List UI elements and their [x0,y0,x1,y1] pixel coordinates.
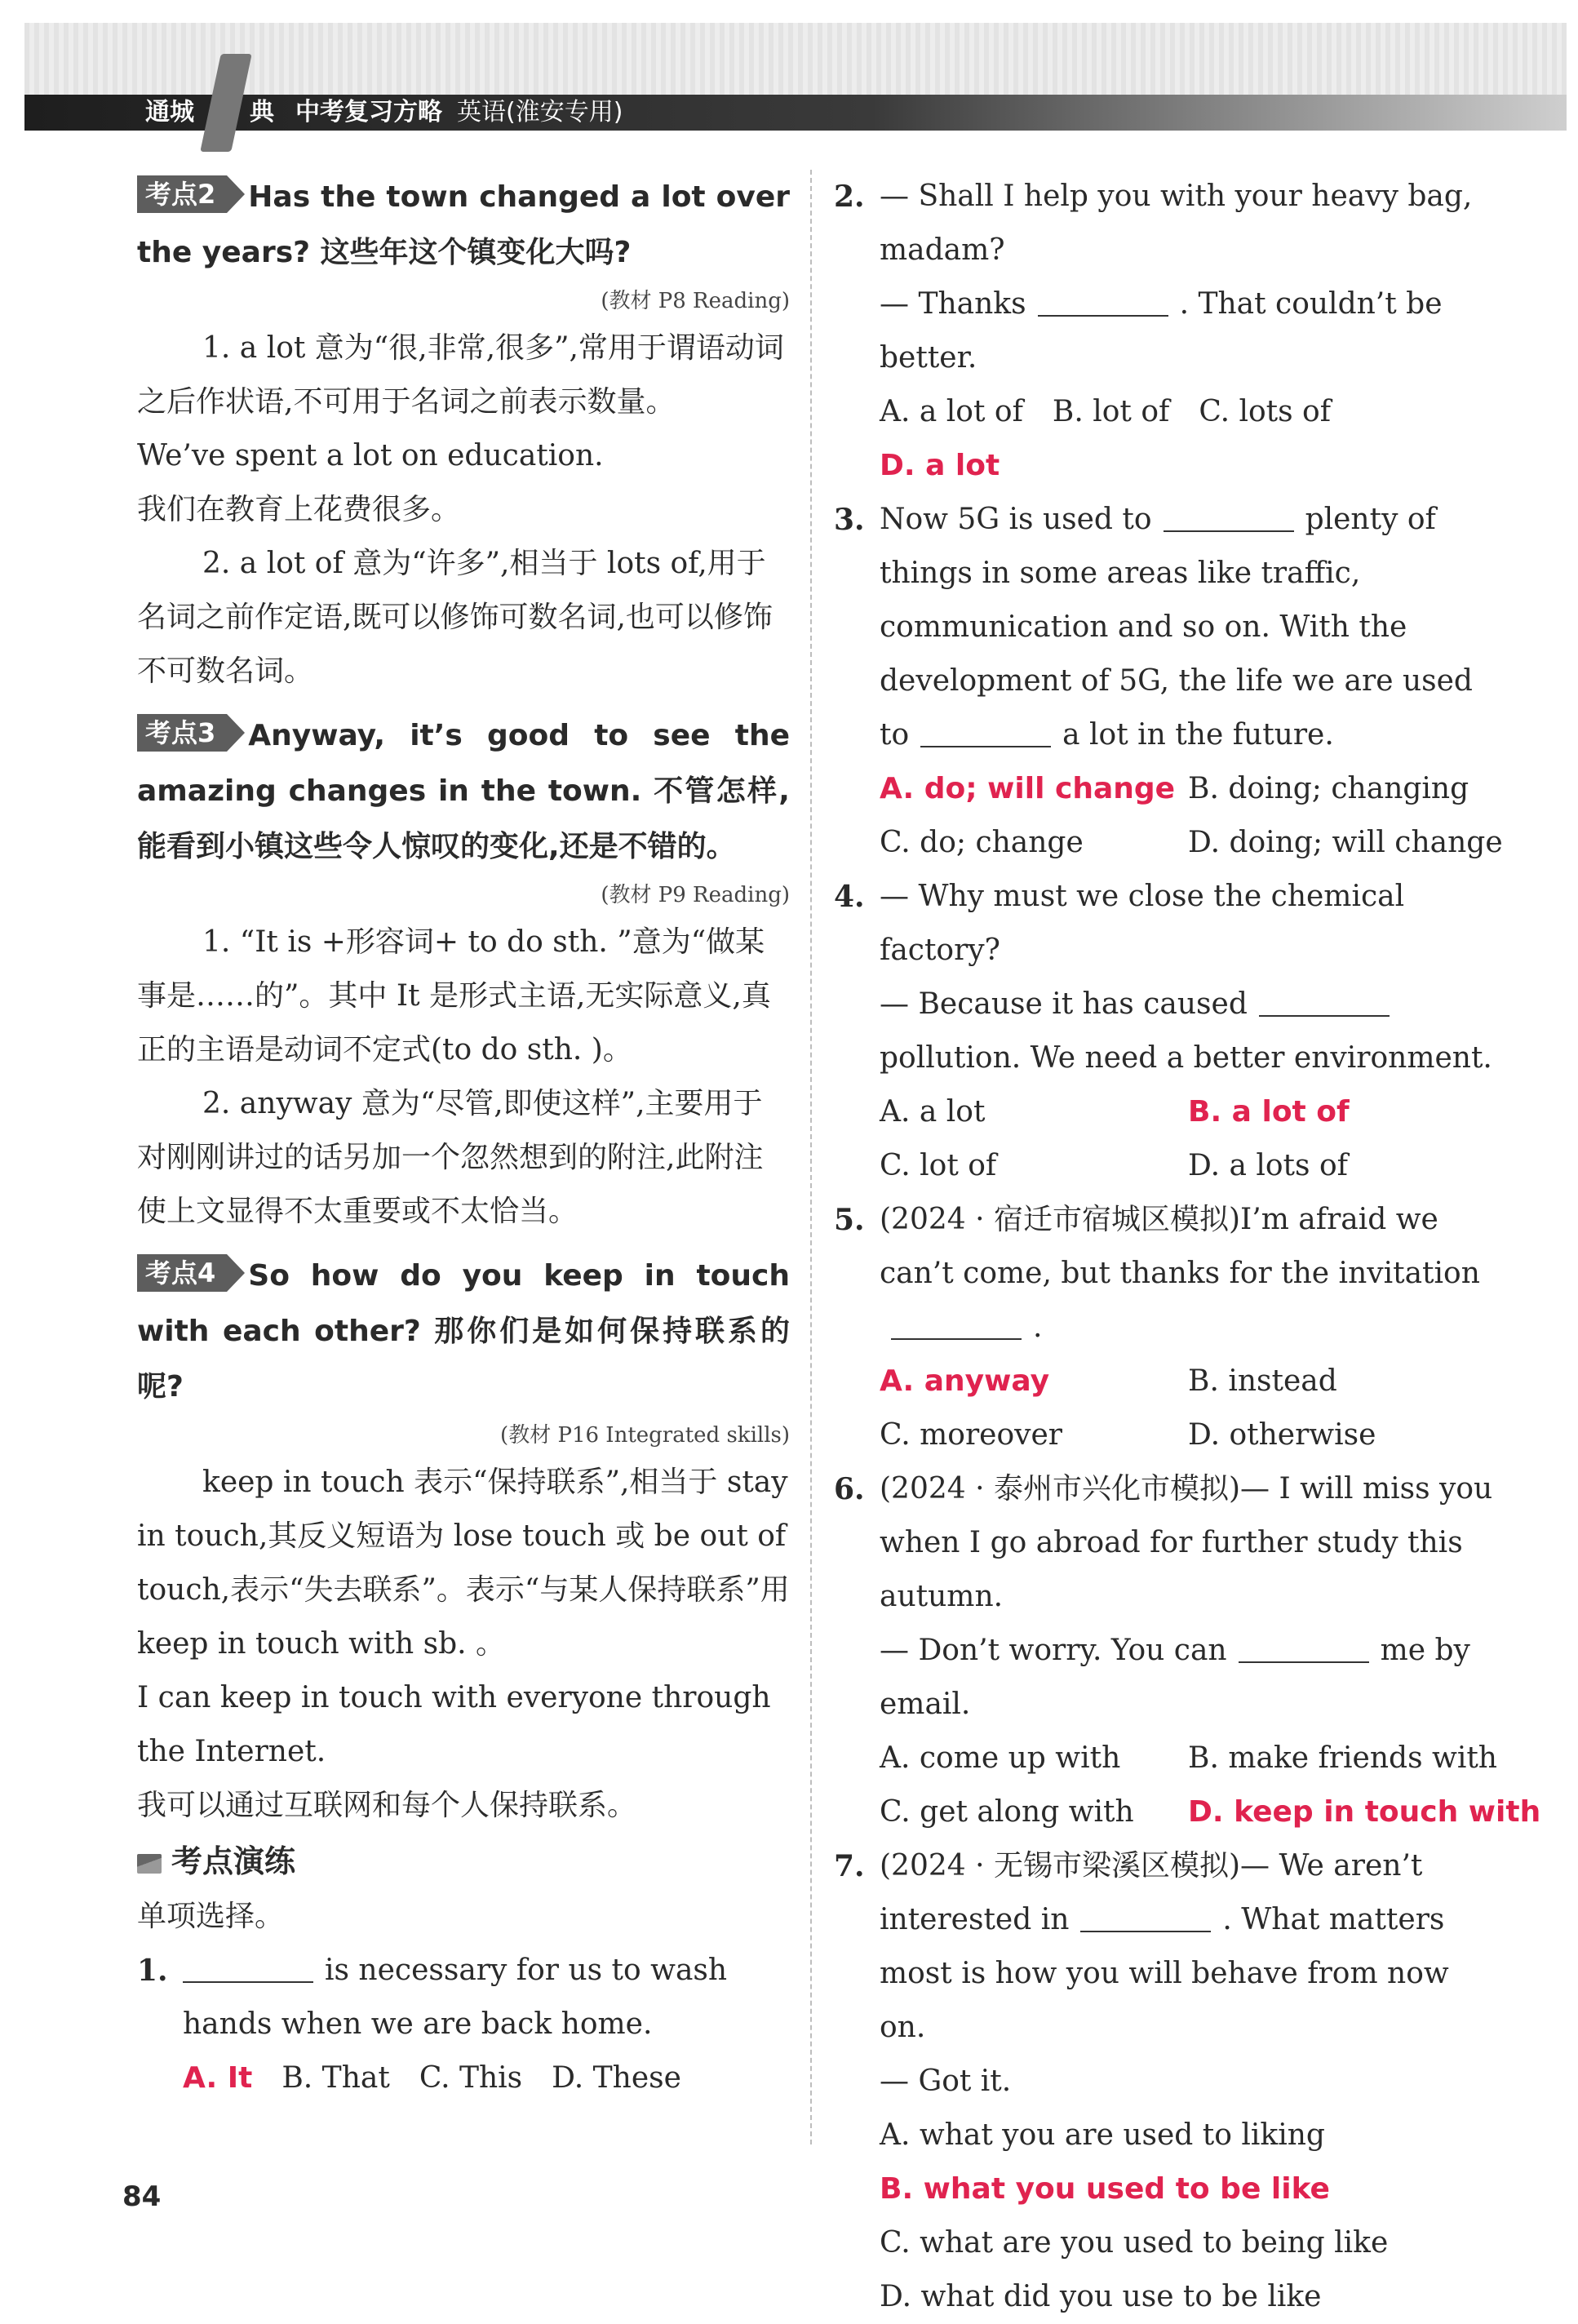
question-number: 2. [834,180,865,214]
options [880,1085,1496,1193]
question-6: 6. (2024 · 泰州市兴化市模拟)— I will miss you when I go abroad for further study this autumn. — Don’t worry. You can me by email. A. come up with B. make friends with C. get along with D. keep in touch with [834,1462,1496,1839]
practice-subtitle: 单项选择。 [137,1900,285,1933]
option-a[interactable]: A. It [183,2061,253,2095]
answer-blank[interactable] [1259,991,1390,1017]
textbook-source: (教材 P9 Reading) [601,883,790,907]
question-number: 7. [834,1849,865,1883]
example-zh: 我可以通过互联网和每个人保持联系。 [137,1789,637,1822]
option-a[interactable]: A. come up with [880,1741,1121,1775]
example-zh: 我们在教育上花费很多。 [137,493,461,526]
header-title: 中考复习方略 英语(淮安专用) [295,98,623,126]
question-number: 6. [834,1472,865,1506]
question-3: 3. Now 5G is used to plenty of things in some areas like traffic, communication and so on. With the development of 5G, the life we are used to a lot in the future. A. do; will change B. doing; changing C. do; change D. doing; will change [834,493,1496,870]
option-c[interactable]: C. get along with [880,1795,1134,1829]
question-number: 3. [834,503,865,537]
options [880,1355,1496,1462]
example-en: We’ve spent a lot on education. [137,439,604,472]
option-b[interactable]: B. That [281,2061,390,2095]
kaodian-tag: 考点3 [137,714,227,752]
option-a[interactable]: A. anyway [880,1364,1050,1398]
answer-blank[interactable] [1038,290,1168,317]
question-5: 5. (2024 · 宿迁市宿城区模拟)I’m afraid we can’t come, but thanks for the invitation . A. anyway B. instead C. moreover D. otherwise [834,1193,1496,1462]
explanation: 1. a lot 意为“很,非常,很多”,常用于谓语动词之后作状语,不可用于名词之前表示数量。 [137,331,784,419]
kaodian-tag: 考点2 [137,175,227,213]
option-a[interactable]: A. do; will change [880,772,1176,805]
header-band [24,23,1567,95]
question-number: 5. [834,1203,865,1237]
options [880,1732,1541,1839]
option-b[interactable]: B. doing; changing [1188,772,1469,805]
left-column [137,170,790,2105]
question-2: 2. — Shall I help you with your heavy bag, madam? — Thanks . That couldn’t be better. A. a lot of B. lot of C. lots of D. a lot [834,170,1496,493]
option-d[interactable]: D. a lots of [1188,1149,1348,1182]
option-b[interactable]: B. what you used to be like [880,2172,1330,2206]
practice-title: 考点演练 [137,1833,790,1890]
answer-blank[interactable] [1239,1637,1369,1663]
kaodian-4 [137,1248,790,1833]
option-a[interactable]: A. a lot of [880,395,1023,428]
question-7: 7. (2024 · 无锡市梁溪区模拟)— We aren’t interested in . What matters most is how you will behave from now on. — Got it. A. what you are used to liking B. what you used to be like C. what are you used to being like D. what did you use to be like [834,1839,1496,2324]
option-c[interactable]: C. moreover [880,1418,1062,1452]
answer-blank[interactable] [1080,1906,1211,1932]
explanation: 2. anyway 意为“尽管,即使这样”,主要用于对刚刚讲过的话另加一个忽然想到的附注,此附注使上文显得不太重要或不太恰当。 [137,1087,764,1228]
option-c[interactable]: C. This [419,2061,523,2095]
option-d[interactable]: D. keep in touch with [1188,1795,1541,1829]
option-a[interactable]: A. a lot [880,1095,986,1129]
answer-blank[interactable] [1164,506,1294,532]
question-number: 4. [834,880,865,914]
kaodian-2 [137,170,790,699]
option-c[interactable]: C. lot of [880,1149,997,1182]
options [880,2109,1496,2324]
options [880,385,1496,493]
kaodian-heading: So how do you keep in touch with each other? 那你们是如何保持联系的呢? [137,1259,790,1404]
question-4: 4. — Why must we close the chemical factory? — Because it has causedpollution. We need a better environment. A. a lot B. a lot of C. lot of D. a lots of [834,870,1496,1193]
kaodian-tag: 考点4 [137,1254,227,1292]
option-c[interactable]: C. lots of [1199,395,1332,428]
options [183,2051,790,2105]
column-divider [810,170,812,2144]
textbook-source: (教材 P8 Reading) [601,289,790,313]
option-d[interactable]: D. doing; will change [1188,826,1503,859]
header-brand-suffix: 典 [250,98,274,126]
option-b[interactable]: B. make friends with [1188,1741,1497,1775]
question-number: 1. [137,1954,168,1988]
answer-blank[interactable] [891,1314,1022,1340]
option-d[interactable]: D. otherwise [1188,1418,1376,1452]
right-column [834,170,1541,2324]
option-a[interactable]: A. what you are used to liking [880,2118,1325,2152]
example-en: I can keep in touch with everyone through the Internet. [137,1681,771,1768]
question-1: 1. is necessary for us to wash hands when we are back home. A. It B. That C. This D. These [137,1944,790,2105]
explanation: 2. a lot of 意为“许多”,相当于 lots of,用于名词之前作定语,既可以修饰可数名词,也可以修饰不可数名词。 [137,547,773,688]
option-b[interactable]: B. lot of [1052,395,1170,428]
header-brand: 通城 [145,98,194,126]
header-subject: 英语(淮安专用) [457,98,623,126]
book-icon [137,1854,162,1874]
kaodian-3 [137,708,790,1239]
option-c[interactable]: C. do; change [880,826,1084,859]
textbook-source: (教材 P16 Integrated skills) [500,1423,790,1448]
option-d[interactable]: D. what did you use to be like [880,2280,1322,2313]
option-c[interactable]: C. what are you used to being like [880,2226,1389,2260]
option-d[interactable]: D. a lot [880,449,1000,482]
option-b[interactable]: B. a lot of [1188,1095,1350,1129]
option-b[interactable]: B. instead [1188,1364,1337,1398]
explanation: keep in touch 表示“保持联系”,相当于 stay in touch,其反义短语为 lose touch 或 be out of touch,表示“失去联系”。表示“与某人保持联系”用 keep in touch with sb. 。 [137,1466,790,1661]
kaodian-heading: Anyway, it’s good to see the amazing changes in the town. 不管怎样,能看到小镇这些令人惊叹的变化,还是不错的。 [137,719,790,863]
explanation: 1. “It is +形容词+ to do sth. ”意为“做某事是……的”。其中 It 是形式主语,无实际意义,真正的主语是动词不定式(to do sth. )。 [137,925,771,1067]
answer-blank[interactable] [183,1957,313,1983]
option-d[interactable]: D. These [552,2061,681,2095]
options [880,762,1503,870]
page-number: 84 [122,2180,162,2213]
kaodian-heading: Has the town changed a lot over the years? 这些年这个镇变化大吗? [137,180,790,269]
answer-blank[interactable] [920,721,1051,747]
